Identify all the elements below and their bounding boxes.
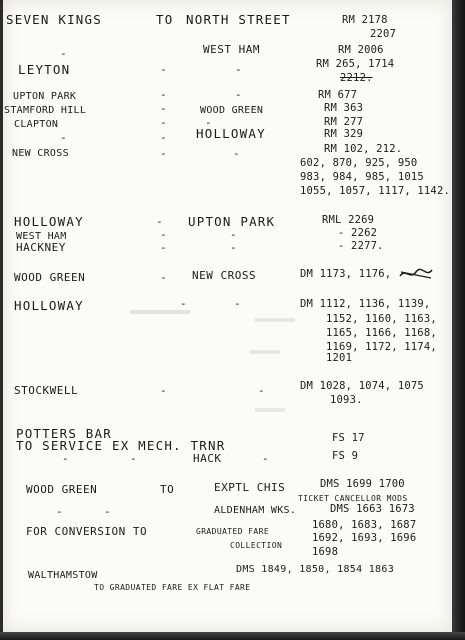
graduated-fare-note: TO GRADUATED FARE EX FLAT FARE [94, 583, 251, 592]
page-bottom-shadow [0, 632, 465, 640]
route-dest: - [262, 452, 270, 465]
fleet-numbers: RM 363 [324, 102, 364, 114]
route-from: WOOD GREEN [26, 483, 98, 496]
route-to: TO [156, 12, 174, 27]
route-from: WOOD GREEN [14, 271, 86, 284]
route-dest: NEW CROSS [192, 269, 257, 282]
fleet-numbers: RM 2178 [342, 14, 388, 26]
route-from: LEYTON [18, 62, 71, 77]
fleet-numbers: DM 1173, 1176, [300, 268, 392, 280]
fleet-numbers-cont: 2212. [340, 72, 373, 84]
route-from: WALTHAMSTOW [28, 570, 98, 581]
route-dest: - [230, 241, 238, 254]
route-dest: WOOD GREEN [200, 105, 264, 116]
fleet-numbers-cont: 1698 [312, 546, 339, 558]
fleet-numbers: DM 1028, 1074, 1075 [300, 380, 424, 392]
fleet-numbers-cont: 1692, 1693, 1696 [312, 532, 417, 544]
route-to: - [160, 147, 168, 160]
show-through-mark [255, 318, 295, 322]
fleet-numbers: FS 17 [332, 432, 365, 444]
route-to: - [104, 505, 112, 518]
hack-label: HACK [193, 452, 222, 465]
route-dest: ALDENHAM WKS. [214, 505, 297, 516]
route-dest: - [230, 228, 238, 241]
route-dest: - [235, 88, 243, 101]
route-from: - [60, 131, 68, 144]
route-to: TO [160, 483, 175, 496]
route-to: - [160, 63, 168, 76]
potters-bar-label: POTTERS BAR [16, 426, 112, 441]
route-from: SEVEN KINGS [6, 12, 102, 27]
route-from: STAMFORD HILL [4, 105, 87, 116]
fleet-numbers: RM 265, 1714 [316, 58, 395, 70]
fleet-numbers: RM 329 [324, 128, 364, 140]
route-dest: - [205, 116, 213, 129]
route-to: - [160, 228, 168, 241]
route-from: STOCKWELL [14, 384, 79, 397]
route-from: WEST HAM [16, 231, 67, 242]
route-dest: - [234, 297, 242, 310]
fleet-numbers: RM 277 [324, 116, 364, 128]
fleet-numbers-cont: 1093. [330, 394, 363, 406]
fleet-numbers-cont: 1201 [326, 352, 353, 364]
route-from: - [60, 47, 68, 60]
fleet-numbers: RM 677 [318, 89, 358, 101]
show-through-mark [250, 350, 280, 354]
fleet-numbers: RM 102, 212. [324, 143, 403, 155]
route-dest: - [258, 384, 266, 397]
show-through-mark [255, 408, 285, 412]
fleet-numbers: FS 9 [332, 450, 359, 462]
page-edge-shadow [452, 0, 465, 640]
route-dest: WEST HAM [203, 43, 260, 56]
fleet-numbers-cont: 602, 870, 925, 950 [300, 157, 418, 169]
route-to: - [160, 88, 168, 101]
fleet-numbers-cont: 1165, 1166, 1168, [326, 327, 437, 339]
route-from: HOLLOWAY [14, 298, 84, 313]
route-dest: - [235, 63, 243, 76]
graduated-fare-label: GRADUATED FARE [196, 527, 270, 536]
route-to: - [130, 452, 138, 465]
fleet-numbers: DMS 1849, 1850, 1854 1863 [236, 564, 395, 575]
route-from: UPTON PARK [13, 91, 77, 102]
fleet-numbers: DM 1112, 1136, 1139, [300, 298, 431, 310]
route-to: - [160, 271, 168, 284]
fleet-numbers: DMS 1663 1673 [330, 503, 415, 515]
route-dest: UPTON PARK [188, 214, 276, 229]
fleet-numbers: DMS 1699 1700 [320, 478, 405, 490]
fleet-numbers: 1680, 1683, 1687 [312, 519, 417, 531]
show-through-mark [130, 310, 190, 314]
fleet-numbers: - 2262 [338, 227, 378, 239]
conversion-label: FOR CONVERSION TO [26, 525, 148, 538]
fleet-numbers: RM 2006 [338, 44, 384, 56]
ticket-note: TICKET CANCELLOR MODS [298, 494, 408, 503]
fleet-numbers-cont: 983, 984, 985, 1015 [300, 171, 424, 183]
route-dest: - [233, 147, 241, 160]
route-dest: NORTH STREET [186, 12, 291, 27]
fleet-numbers: RML 2269 [322, 214, 375, 226]
route-to: - [180, 297, 188, 310]
route-from: HACKNEY [16, 241, 66, 254]
route-dest: HOLLOWAY [196, 126, 266, 141]
scribble-crossout [398, 266, 434, 282]
fleet-numbers-cont: 1169, 1172, 1174, [326, 341, 437, 353]
route-to: - [160, 241, 168, 254]
fleet-numbers-cont: 1055, 1057, 1117, 1142. [300, 185, 450, 197]
route-to: - [156, 215, 164, 228]
route-from: - [56, 505, 64, 518]
route-to: - [160, 102, 168, 115]
route-from: - [62, 452, 70, 465]
collection-label: COLLECTION [230, 541, 283, 550]
route-to: - [160, 116, 168, 129]
service-transfer-label: TO SERVICE EX MECH. TRNR [16, 438, 226, 453]
fleet-numbers-cont: 1152, 1160, 1163, [326, 313, 437, 325]
route-to: - [160, 131, 168, 144]
fleet-numbers: - 2277. [338, 240, 384, 252]
route-dest: EXPTL CHIS [214, 481, 286, 494]
route-from: CLAPTON [14, 119, 59, 130]
route-from: HOLLOWAY [14, 214, 84, 229]
fleet-numbers-cont: 2207 [370, 28, 397, 40]
route-to: - [160, 384, 168, 397]
route-from: NEW CROSS [12, 148, 69, 159]
